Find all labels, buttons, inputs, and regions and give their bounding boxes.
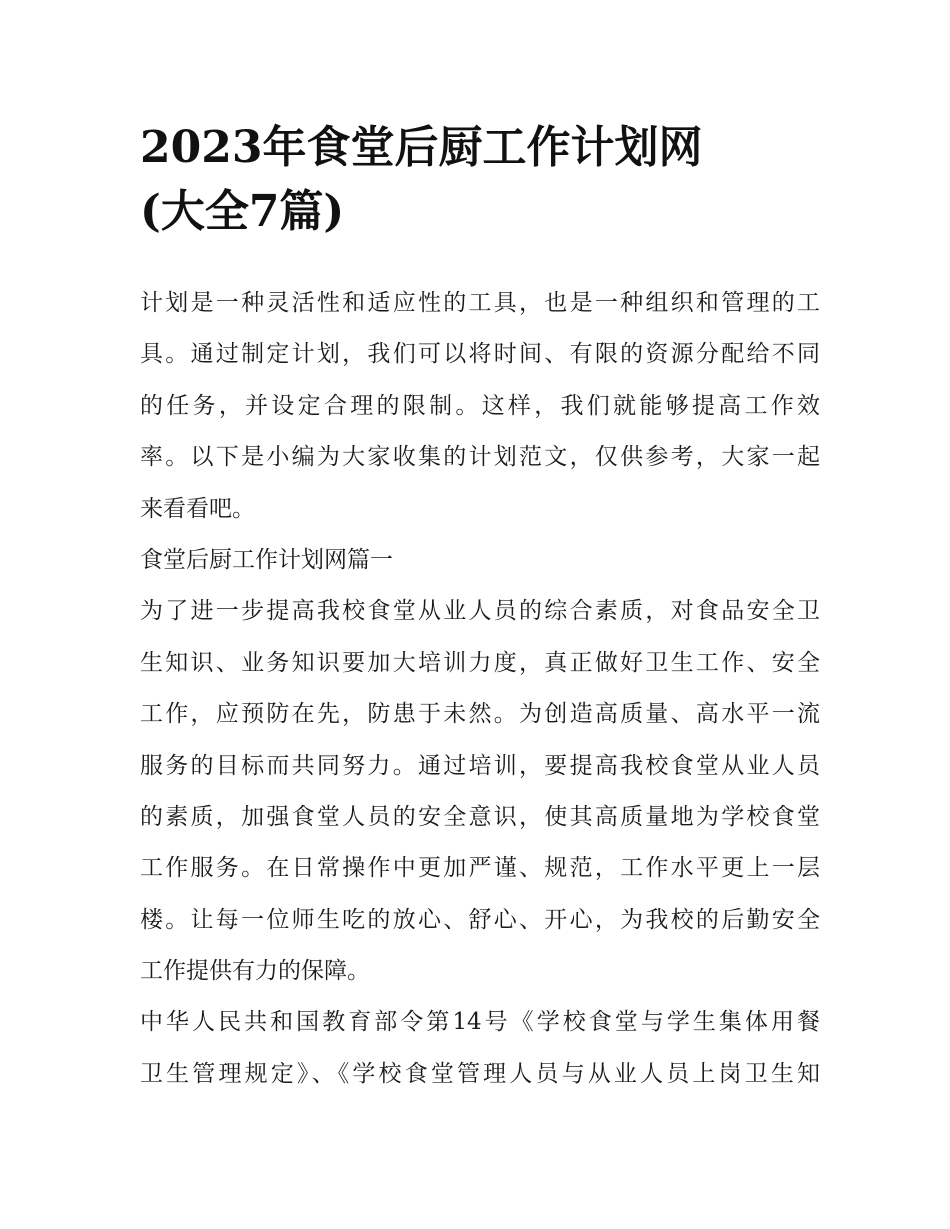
text-line: 来看看吧。 (140, 495, 255, 522)
text-line: 为了进一步提高我校食堂从业人员的综合素质，对食品安全卫 (140, 598, 820, 625)
text-line: 卫生管理规定》、《学校食堂管理人员与从业人员上岗卫生知 (140, 1060, 820, 1087)
document-body (140, 278, 820, 1100)
text-line: 的任务，并设定合理的限制。这样，我们就能够提高工作效 (140, 392, 820, 419)
text-line: 生知识、业务知识要加大培训力度，真正做好卫生工作、安全 (140, 649, 820, 676)
title-line-1: 2023年食堂后厨工作计划网 (140, 122, 703, 173)
section-heading: 食堂后厨工作计划网篇一 (140, 546, 393, 573)
text-line: 具。通过制定计划，我们可以将时间、有限的资源分配给不同 (140, 341, 820, 368)
text-line: 的素质，加强食堂人员的安全意识，使其高质量地为学校食堂 (140, 803, 820, 830)
text-line: 楼。让每一位师生吃的放心、舒心、开心，为我校的后勤安全 (140, 906, 820, 933)
text-line: 中华人民共和国教育部令第14号《学校食堂与学生集体用餐 (140, 1009, 820, 1036)
text-line: 计划是一种灵活性和适应性的工具，也是一种组织和管理的工 (140, 290, 820, 316)
text-line: 工作服务。在日常操作中更加严谨、规范，工作水平更上一层 (140, 855, 820, 882)
text-line: 工作，应预防在先，防患于未然。为创造高质量、高水平一流 (140, 701, 820, 728)
title-line-2: (大全7篇) (140, 186, 345, 237)
text-line: 工作提供有力的保障。 (140, 958, 370, 985)
document-title (140, 116, 820, 244)
text-line: 服务的目标而共同努力。通过培训，要提高我校食堂从业人员 (140, 752, 820, 779)
text-line: 率。以下是小编为大家收集的计划范文，仅供参考，大家一起 (140, 444, 820, 471)
